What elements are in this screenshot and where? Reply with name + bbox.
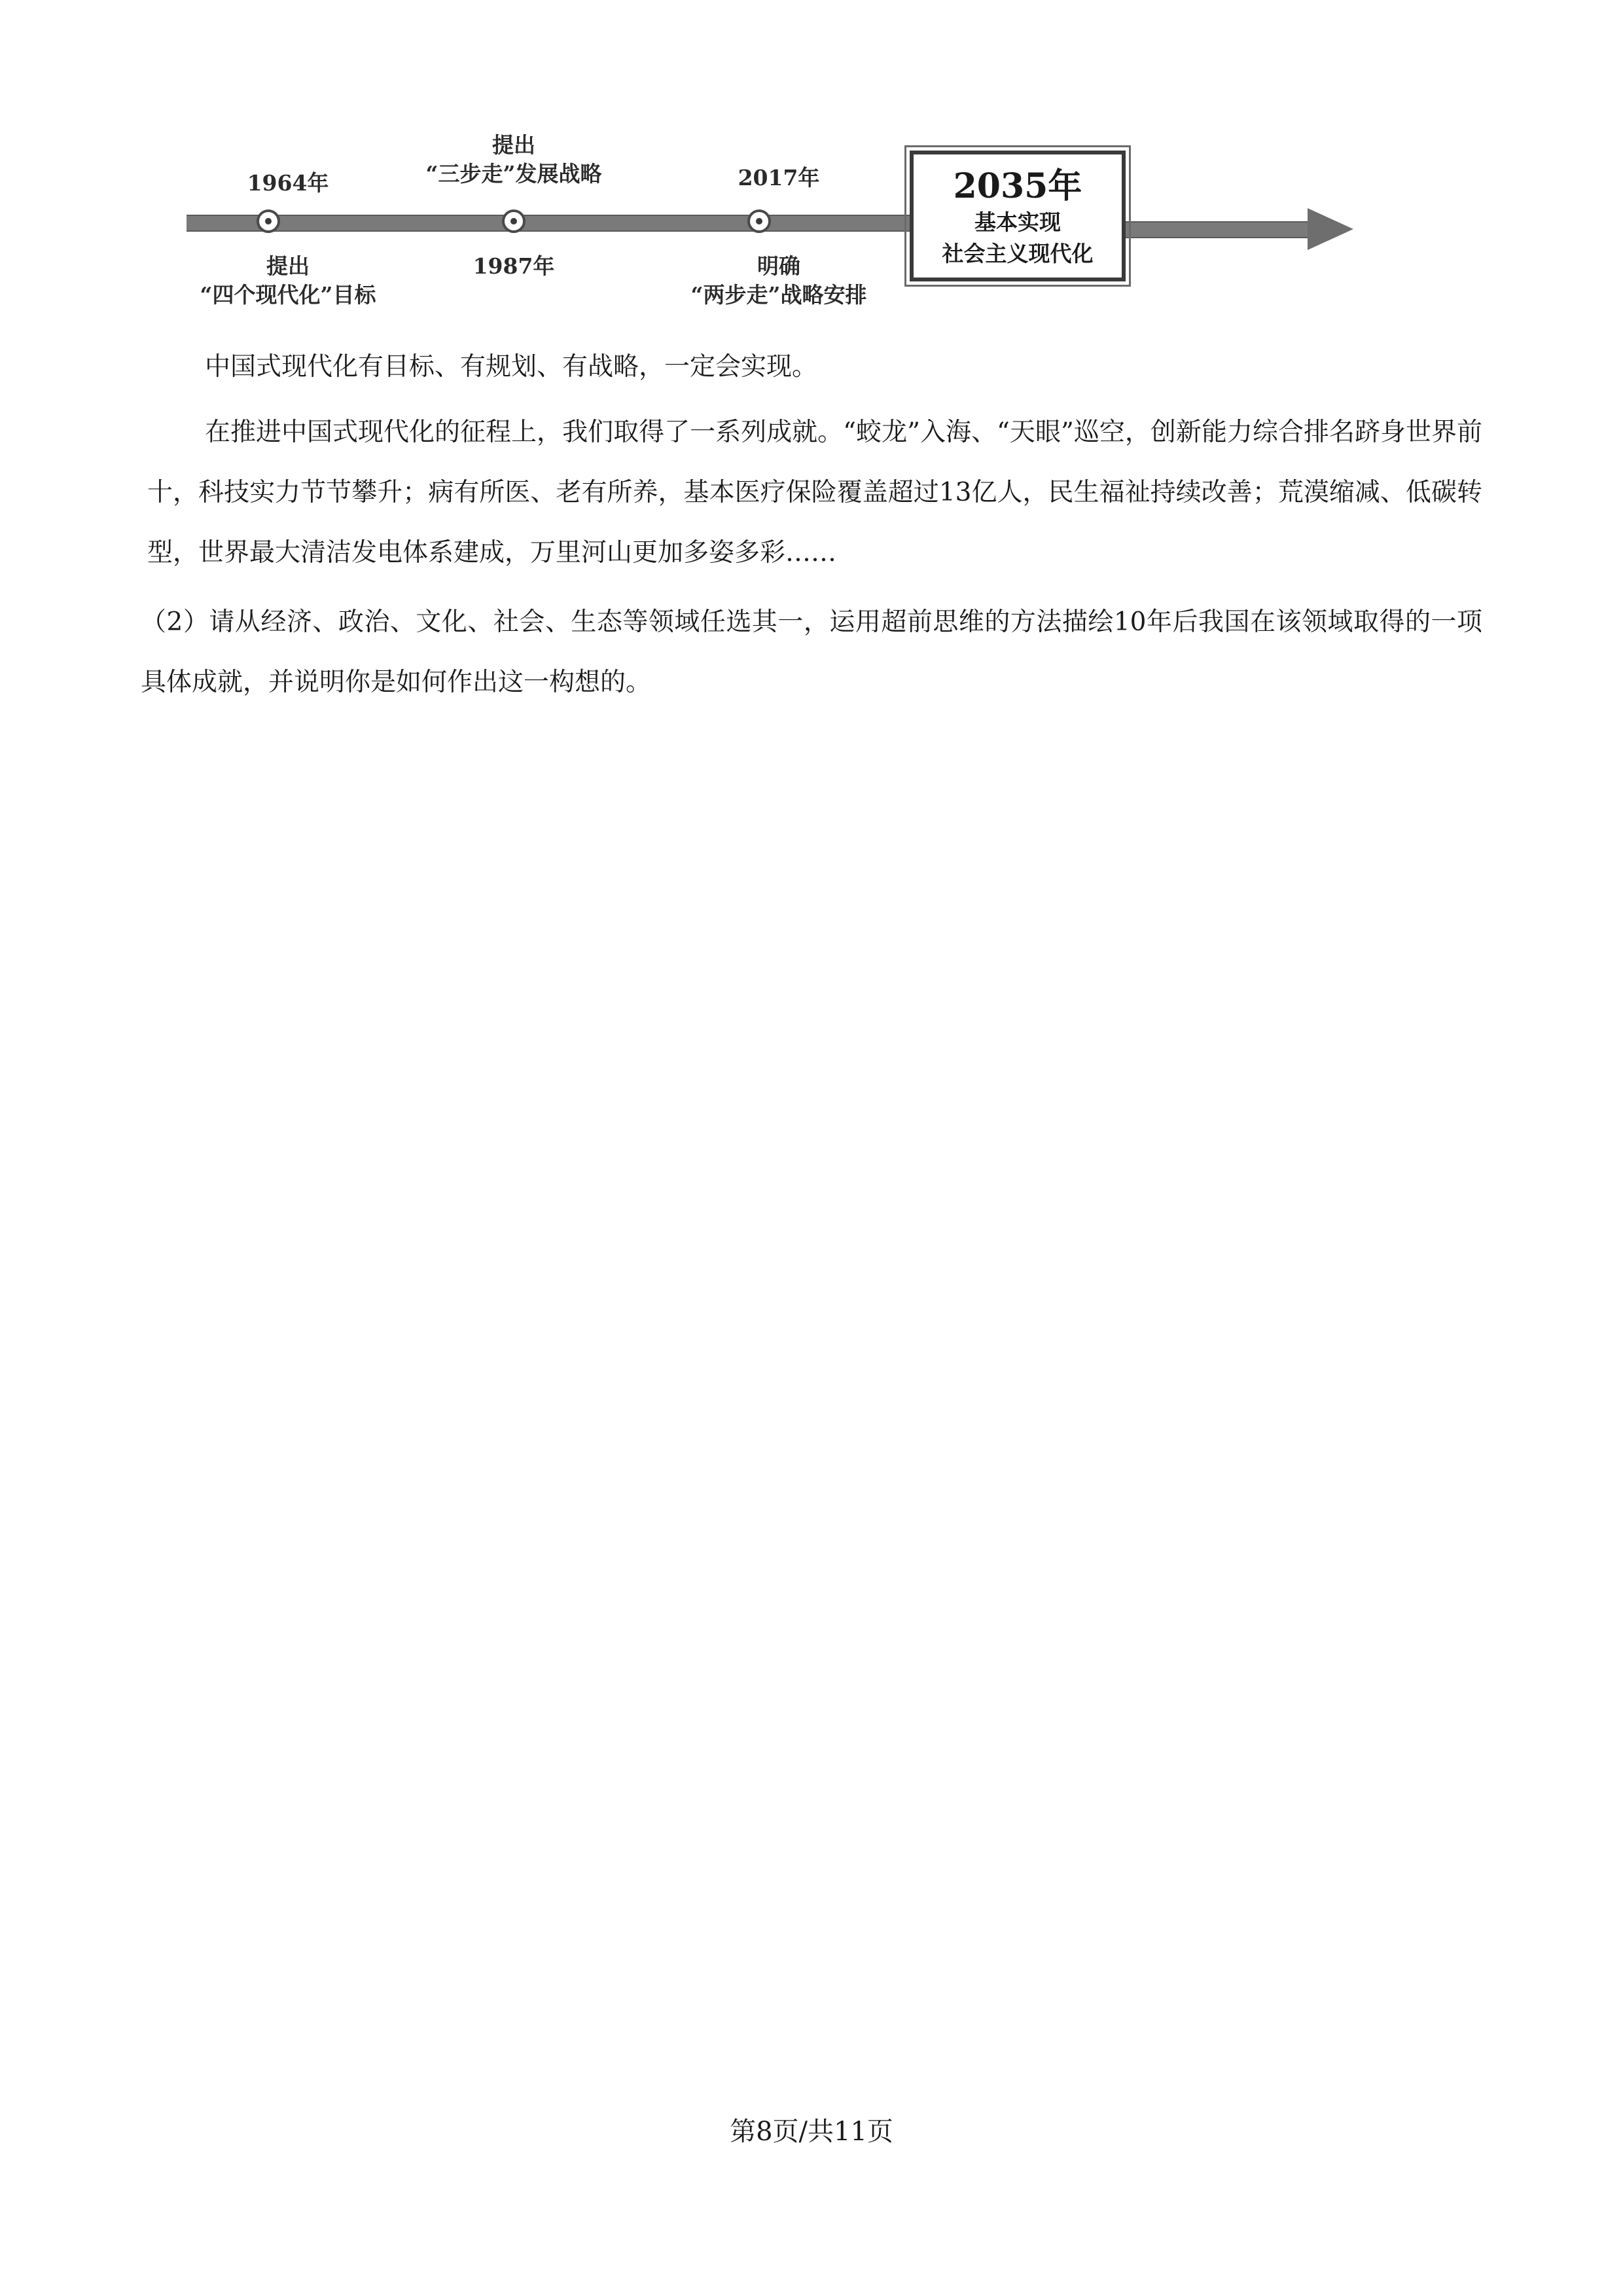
timeline-event-1964 — [177, 252, 399, 310]
timeline-node-icon — [747, 209, 771, 233]
timeline-goal-box — [910, 151, 1126, 281]
paragraph-achievements: 在推进中国式现代化的征程上，我们取得了一系列成就。“蛟龙”入海、“天眼”巡空，创新能力综合排名跻身世界前十，科技实力节节攀升；病有所医、老有所养，基本医疗保险覆盖超过13亿人，民生福祉持续改善；荒漠缩减、低碳转型，世界最大清洁发电体系建成，万里河山更加多姿多彩…… — [147, 418, 1482, 567]
timeline-event-text: “四个现代化”目标 — [200, 282, 376, 308]
timeline-bar — [187, 215, 939, 232]
timeline-event-1987 — [402, 131, 625, 188]
timeline-event-verb: 提出 — [266, 253, 310, 279]
timeline-year-1987: 1987年 — [473, 253, 555, 279]
timeline-node-icon — [502, 209, 526, 233]
question-2: （2）请从经济、政治、文化、社会、生态等领域任选其一，运用超前思维的方法描绘10年后我国在该领域取得的一项具体成就，并说明你是如何作出这一构想的。 — [141, 607, 1482, 697]
page-number-footer: 第8页/共11页 — [730, 2117, 893, 2147]
goal-line-1: 基本实现 — [974, 209, 1061, 235]
timeline-event-2017 — [668, 252, 890, 310]
paragraph-intro: 中国式现代化有目标、有规划、有战略，一定会实现。 — [205, 352, 818, 382]
timeline-year-2017: 2017年 — [738, 165, 820, 190]
arrow-right-icon — [1308, 208, 1353, 250]
goal-line-2: 社会主义现代化 — [942, 241, 1094, 266]
timeline-figure — [177, 131, 1224, 327]
timeline-event-text: “三步走”发展战略 — [425, 161, 602, 187]
timeline-year-1964: 1964年 — [247, 170, 329, 196]
timeline-node-icon — [257, 209, 280, 233]
timeline-arrow-shaft — [1119, 221, 1315, 238]
timeline-event-text: “两步走”战略安排 — [690, 282, 867, 308]
goal-year: 2035年 — [953, 166, 1082, 206]
timeline-event-verb: 明确 — [757, 253, 800, 279]
timeline-event-verb: 提出 — [492, 132, 535, 158]
